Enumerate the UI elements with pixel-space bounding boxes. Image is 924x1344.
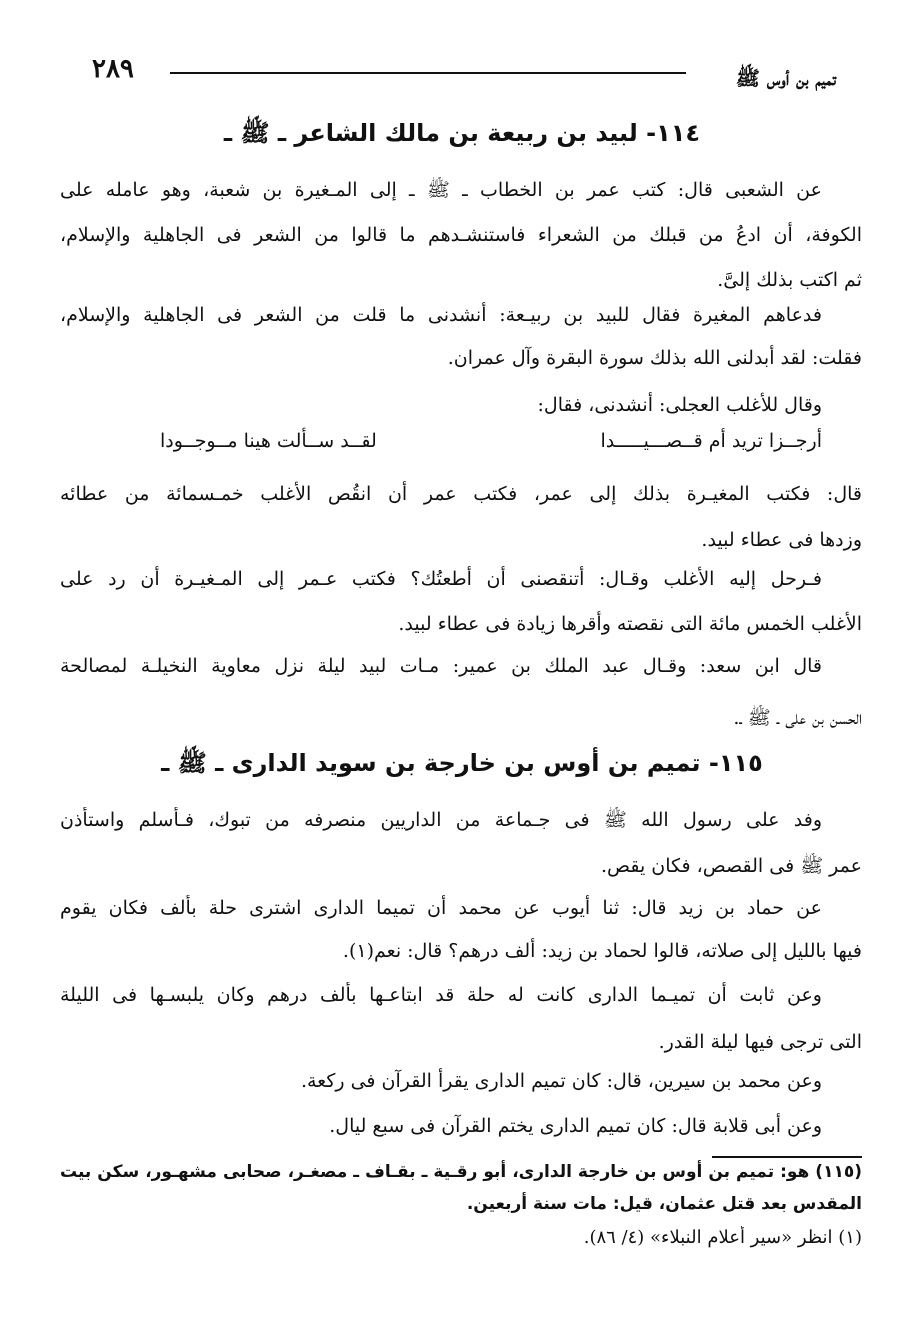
verse-hemistich-first: أرجــزا تريد أم قــصـــيـــــدا [600, 430, 822, 452]
paragraph-line: عمر ﷺ فى القصص، فكان يقص. [601, 855, 862, 877]
paragraph-line: وعن أبى قلابة قال: كان تميم الدارى يختم القرآن فى سبع ليال. [329, 1115, 822, 1137]
paragraph-line: فقلت: لقد أبدلنى الله بذلك سورة البقرة وآل عمران. [447, 347, 862, 369]
footnote-line: (١) انظر «سير أعلام النبلاء» (٤/ ٨٦). [583, 1227, 862, 1248]
paragraph-line: قال ابن سعد: وقـال عبد الملك بن عمير: مـات لبيد ليلة نزل معاوية النخيلـة لمصالحة [60, 655, 822, 677]
paragraph-line: وزدها فى عطاء لبيد. [701, 529, 862, 551]
paragraph-line: عن الشعبى قال: كتب عمر بن الخطاب ـ ﷺ ـ إلى المـغيرة بن شعبة، وهو عامله على [60, 179, 822, 201]
footnote-line: (١١٥) هو: تميم بن أوس بن خارجة الدارى، أبو رقـية ـ بقـاف ـ مصغـر، صحابى مشهـور، سكن بيت [60, 1162, 862, 1182]
paragraph-line: وعن محمد بن سيرين، قال: كان تميم الدارى يقرأ القرآن فى ركعة. [300, 1070, 822, 1092]
footnote-line: المقدس بعد قتل عثمان، قيل: مات سنة أربعين. [466, 1194, 862, 1214]
section-heading-115: ١١٥- تميم بن أوس بن خارجة بن سويد الدارى ـ ﷺ ـ [161, 749, 763, 777]
paragraph-line: التى ترجى فيها ليلة القدر. [658, 1031, 862, 1053]
paragraph-line: فدعاهم المغيرة فقال للبيد بن ربيـعة: أنشدنى ما قلت من الشعر فى الجاهلية والإسلام، [60, 304, 822, 326]
paragraph-line: وقال للأغلب العجلى: أنشدنى، فقال: [537, 394, 822, 416]
paragraph-line: الكوفة، أن ادعُ من قبلك من الشعراء فاستنشـدهم ما قالوا من الشعر فى الجاهلية والإسلام، [60, 224, 862, 246]
paragraph-line: قال: فكتب المغيـرة بذلك إلى عمر، فكتب عمر أن انقُص الأغلب خمـسمائة من عطائه [60, 483, 862, 505]
paragraph-line: ثم اكتب بذلك إلىَّ. [717, 269, 862, 291]
verse-hemistich-second: لقــد ســألت هينا مــوجــودا [160, 430, 377, 452]
paragraph-line: الأغلب الخمس مائة التى نقصته وأقرها زيادة فى عطاء لبيد. [398, 613, 862, 635]
paragraph-line: وعن ثابت أن تميـما الدارى كانت له حلة قد ابتاعـها بألف درهم وكان يلبسـها فى الليلة [60, 984, 822, 1006]
running-header [92, 54, 836, 98]
running-title: تميم بن أوس ﷺ [735, 66, 836, 90]
paragraph-line: وفد على رسول الله ﷺ فى جـماعة من الداريين منصرفه من تبوك، فـأسلم واستأذن [60, 809, 822, 831]
page-number: ٢٨٩ [92, 54, 134, 84]
paragraph-line: عن حماد بن زيد قال: ثنا أيوب عن محمد أن تميما الدارى اشترى حلة بألف فكان يقوم [60, 897, 822, 919]
header-rule [170, 72, 686, 74]
section-heading-114: ١١٤- لبيد بن ربيعة بن مالك الشاعر ـ ﷺ ـ [223, 119, 701, 147]
footnote-rule [712, 1156, 862, 1158]
paragraph-line: الحسن بن على ـ ﷺ ـ. [733, 707, 862, 729]
paragraph-line: فيها بالليل إلى صلاته، قالوا لحماد بن زيد: ألف درهم؟ قال: نعم(١). [342, 940, 862, 962]
paragraph-line: فـرحل إليه الأغلب وقـال: أتنقصنى أن أطعتُك؟ فكتب عـمر إلى المـغيـرة أن رد على [60, 568, 822, 590]
